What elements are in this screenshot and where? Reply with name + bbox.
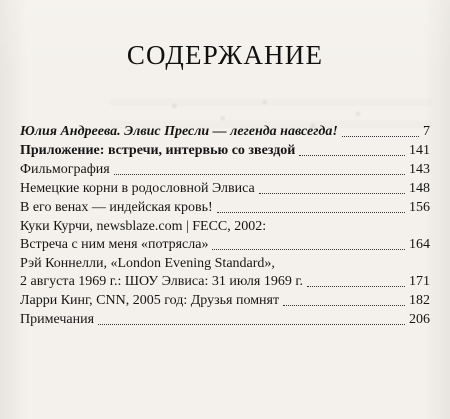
toc-page-number: 148: [409, 181, 430, 196]
dot-leader: [217, 211, 405, 213]
toc-page-number: 182: [409, 293, 430, 308]
toc-entry-line: Рэй Коннелли, «London Evening Standard»,: [20, 256, 275, 271]
toc-entry-title: Примечания: [20, 312, 95, 327]
dot-leader: [212, 248, 405, 250]
toc-page-number: 141: [409, 143, 430, 158]
toc-entry-title: Приложение: встречи, интервью со звездой: [20, 143, 296, 158]
toc-page-number: 206: [409, 312, 430, 327]
toc-entry: [20, 311, 430, 329]
toc-page-number: 171: [409, 274, 430, 289]
toc-entry-title: Немецкие корни в родословной Элвиса: [20, 181, 255, 196]
toc-page-number: 156: [409, 200, 430, 215]
toc-entry-title: Ларри Кинг, CNN, 2005 год: Друзья помнят: [20, 293, 280, 308]
dot-leader: [299, 154, 405, 156]
toc-entry: [20, 236, 430, 254]
toc-page-number: 143: [409, 162, 430, 177]
page-title: СОДЕРЖАНИЕ: [126, 40, 324, 70]
table-of-contents: [20, 123, 430, 329]
toc-entry-title: Фильмография: [20, 162, 110, 177]
toc-entry-title: В его венах — индейская кровь!: [20, 200, 213, 215]
dot-leader: [114, 173, 405, 175]
toc-entry: [20, 123, 430, 141]
toc-page-number: 164: [409, 237, 430, 252]
toc-entry: [20, 161, 430, 179]
dot-leader: [342, 135, 419, 137]
toc-page-number: 7: [423, 124, 430, 139]
toc-entry: [20, 180, 430, 198]
toc-entry-title: Встреча с ним меня «потрясла»: [20, 237, 209, 252]
toc-entry: [20, 273, 430, 291]
toc-entry: [20, 142, 430, 160]
toc-entry-title: 2 августа 1969 г.: ШОУ Элвиса: 31 июля 1969 г.: [20, 274, 304, 289]
dot-leader: [307, 285, 405, 287]
dot-leader: [259, 192, 405, 194]
toc-entry: [20, 292, 430, 310]
toc-entry-line: Куки Курчи, newsblaze.com | FECC, 2002:: [20, 219, 267, 234]
toc-entry-title: Юлия Андреева. Элвис Пресли — легенда навсегда!: [20, 124, 338, 139]
toc-entry: [20, 199, 430, 217]
dot-leader: [98, 323, 405, 325]
dot-leader: [283, 304, 405, 306]
